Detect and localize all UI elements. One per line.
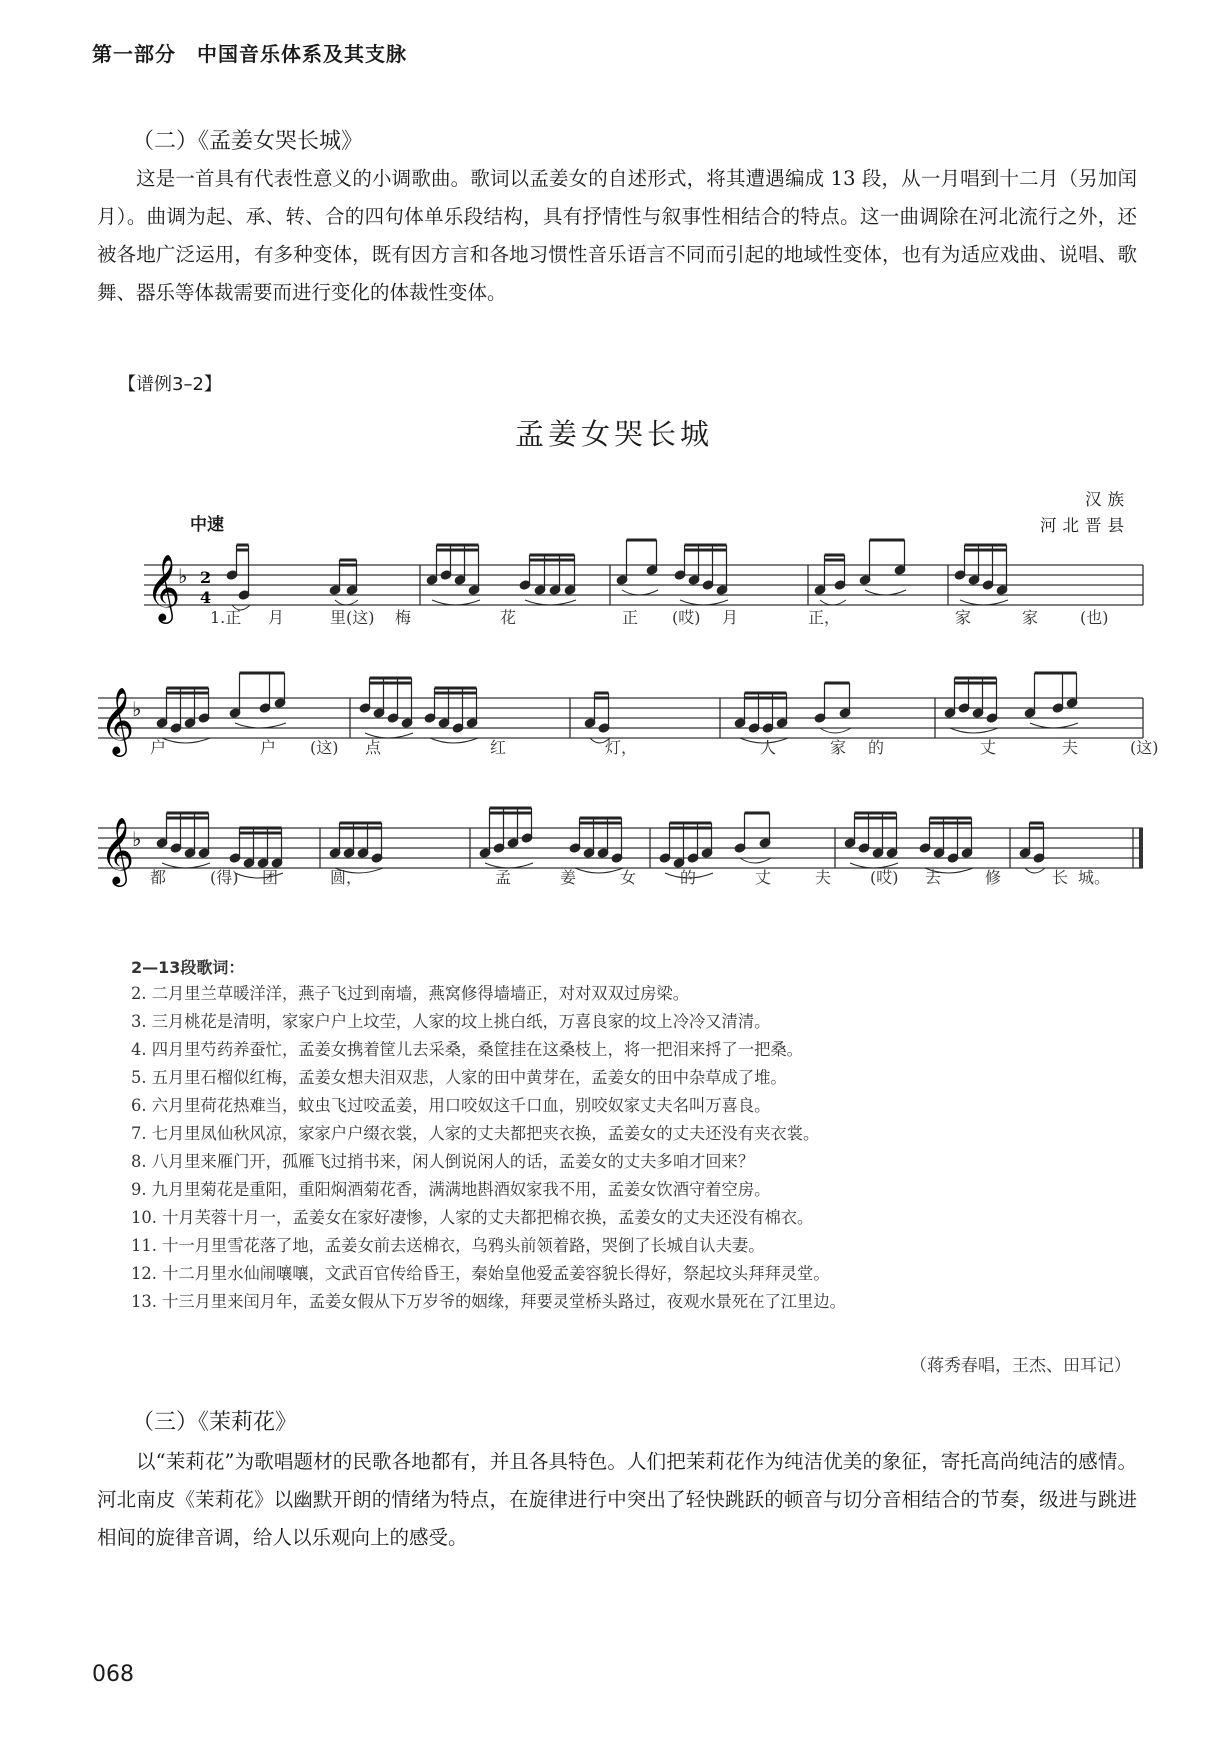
running-header: 第一部分 中国音乐体系及其支脉 [92, 42, 407, 66]
lyric-syllable: 里(这) [330, 608, 375, 627]
lyric-syllable: 长 [1052, 868, 1069, 887]
slur [622, 590, 658, 595]
verse-line: 2. 二月里兰草暖洋洋，燕子飞过到南墙，燕窝修得墙墙正，对对双双过房梁。 [131, 984, 689, 1003]
lyric-syllable: (这) [310, 738, 339, 757]
verses-heading: 2—13段歌词： [131, 958, 245, 977]
slur [820, 728, 851, 733]
lyric-syllable: 家 [1022, 608, 1039, 627]
transcription-credit: （蒋秀春唱，王杰、田耳记） [910, 1356, 1131, 1376]
origin-place: 河北晋县 [1040, 516, 1130, 535]
verse-line: 4. 四月里芍药养蚕忙，孟姜女携着筐儿去采桑，桑筐挂在这桑枝上，将一把泪来捋了一把桑。 [131, 1040, 803, 1059]
slur [950, 728, 998, 733]
lyric-syllable: 梅 [395, 608, 412, 627]
paragraph-text: 这是一首具有代表性意义的小调歌曲。歌词以孟姜女的自述形式，将其遭遇编成 13 段，从一月唱到十二月（另加闰月）。曲调为起、承、转、合的四句体单乐段结构，具有抒情性与叙事性相结合的特点。这一曲调除在河北流行之外，还被各地广泛运用，有多种变体，既有因方言和各地习惯性音乐语言不同而引起的地域性变体，也有为适应戏曲、说唱、歌舞、器乐等体裁需要而进行变化的体裁性变体。 [97, 167, 1137, 304]
paragraph-text: 以“茉莉花”为歌唱题材的民歌各地都有，并且各具特色。人们把茉莉花作为纯洁优美的象征，寄托高尚纯洁的感情。河北南皮《茉莉花》以幽默开朗的情绪为特点，在旋律进行中突出了轻快跳跃的顿音与切分音相结合的节奏，级进与跳进相间的旋律音调，给人以乐观向上的感受。 [97, 1450, 1137, 1549]
origin-ethnicity: 汉族 [1085, 490, 1130, 509]
score-example-label: 【谱例3–2】 [118, 374, 222, 395]
song-origin [1040, 487, 1130, 539]
lyric-syllable: (这) [1130, 738, 1159, 757]
slur [865, 590, 906, 595]
time-sig-bottom: 4 [200, 588, 212, 607]
lyric-syllable: (哎) [870, 868, 899, 887]
verses-list [131, 980, 846, 1316]
verse-line: 9. 九月里菊花是重阳，重阳焖酒菊花香，满满地斟酒奴家我不用，孟姜女饮酒守着空房。 [131, 1180, 771, 1199]
verse-line: 10. 十月芙蓉十月一，孟姜女在家好凄惨，人家的丈夫都把棉衣换，孟姜女的丈夫还没有棉衣。 [131, 1208, 814, 1227]
treble-clef-icon: 𝄞 [146, 553, 181, 621]
time-sig-top: 2 [200, 568, 212, 587]
lyric-syllable: 家 [955, 608, 972, 627]
lyric-syllable: 姜 [560, 868, 577, 887]
lyric-syllable: 月 [722, 608, 739, 627]
staff-system-1 [0, 535, 1228, 655]
lyric-syllable: 丈 [755, 868, 772, 887]
section-title-molihua: （三）《茉莉花》 [132, 1410, 298, 1435]
lyric-syllable: 的 [680, 868, 697, 887]
lyric-syllable: (得) [210, 868, 239, 887]
verse-line: 12. 十二月里水仙闹嚷嚷，文武百官传给昏王，秦始皇他爱孟姜容貌长得好，祭起坟头拜拜灵堂。 [131, 1264, 830, 1283]
lyric-syllable: 修 [985, 868, 1002, 887]
lyric-syllable: 的 [868, 738, 885, 757]
lyric-syllable: 孟 [495, 868, 512, 887]
lyric-syllable: 户 [150, 738, 167, 757]
lyric-syllable: 夫 [815, 868, 832, 887]
lyric-syllable: 女 [620, 868, 637, 887]
verse-line: 7. 七月里凤仙秋风凉，家家户户缀衣裳，人家的丈夫都把夹衣换，孟姜女的丈夫还没有夹衣裳。 [131, 1124, 820, 1143]
lyric-syllable: 城。 [1078, 868, 1111, 887]
lyrics-line-2 [0, 735, 1228, 765]
lyric-syllable: 灯， [605, 738, 638, 757]
lyric-syllable: 家 [830, 738, 847, 757]
verse-line: 11. 十一月里雪花落了地，孟姜女前去送棉衣，乌鸦头前领着路，哭倒了长城自认夫妻。 [131, 1236, 765, 1255]
slur [235, 723, 286, 728]
lyrics-line-1 [0, 605, 1228, 635]
paragraph-molihua [97, 1443, 1137, 1557]
lyric-syllable: 正， [808, 608, 841, 627]
lyric-syllable: 圆， [330, 868, 363, 887]
flat-icon: ♭ [178, 564, 188, 588]
lyric-syllable: 去 [925, 868, 942, 887]
lyric-syllable: 丈 [980, 738, 997, 757]
slur [740, 858, 771, 863]
lyric-syllable: (也) [1080, 608, 1109, 627]
verse-line: 6. 六月里荷花热难当，蚊虫飞过咬孟姜，用口咬奴这千口血，别咬奴家丈夫名叫万喜良。 [131, 1096, 771, 1115]
lyric-syllable: 团 [262, 868, 279, 887]
treble-clef-icon: 𝄞 [100, 816, 135, 884]
flat-icon: ♭ [132, 827, 142, 851]
section-title-mengjiangnv: （二）《孟姜女哭长城》 [132, 129, 364, 154]
verse-line: 13. 十三月里来闰月年，孟姜女假从下万岁爷的姻缘，拜要灵堂桥头路过，夜观水景死在了江里边。 [131, 1292, 846, 1311]
lyric-syllable: 花 [500, 608, 517, 627]
flat-icon: ♭ [132, 697, 142, 721]
slur [1030, 723, 1078, 728]
lyric-syllable: 夫 [1062, 738, 1079, 757]
lyric-syllable: 户 [260, 738, 277, 757]
lyric-syllable: 1.正 [210, 608, 242, 627]
lyric-syllable: 人 [760, 738, 777, 757]
page-number: 068 [92, 1662, 134, 1687]
lyric-syllable: 月 [268, 608, 285, 627]
lyric-syllable: 正 [622, 608, 639, 627]
verse-line: 3. 三月桃花是清明，家家户户上坟茔，人家的坟上挑白纸，万喜良家的坟上冷冷又清清。 [131, 1012, 771, 1031]
lyric-syllable: 都 [150, 868, 167, 887]
tempo-marking: 中速 [190, 515, 224, 535]
lyrics-line-3 [0, 865, 1228, 895]
treble-clef-icon: 𝄞 [100, 686, 135, 754]
lyric-syllable: (哎) [672, 608, 701, 627]
lyric-syllable: 红 [490, 738, 507, 757]
verse-line: 8. 八月里来雁门开，孤雁飞过捎书来，闲人倒说闲人的话，孟姜女的丈夫多咱才回来？ [131, 1152, 755, 1171]
paragraph-mengjiangnv [97, 160, 1137, 312]
song-title: 孟姜女哭长城 [514, 417, 713, 451]
lyric-syllable: 点 [365, 738, 382, 757]
verse-line: 5. 五月里石榴似红梅，孟姜女想夫泪双悲，人家的田中黄芽在，孟姜女的田中杂草成了堆。 [131, 1068, 787, 1087]
